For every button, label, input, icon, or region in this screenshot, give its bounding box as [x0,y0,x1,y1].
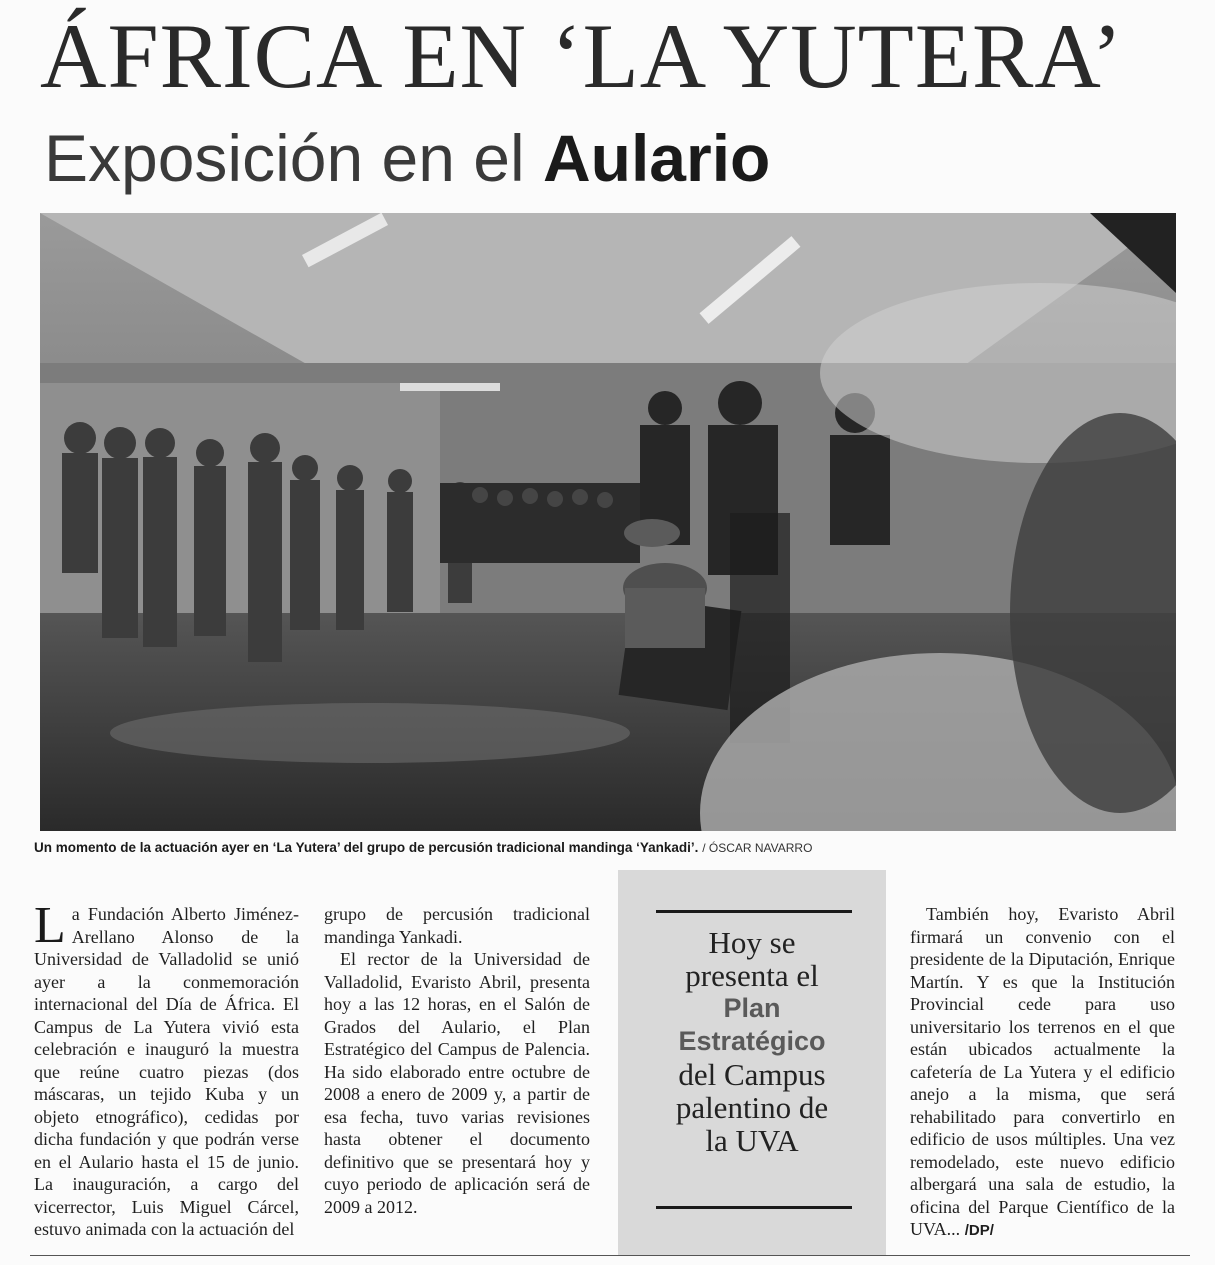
sidebar-line-4: palentino de [675,1090,829,1125]
sidebar-line-1: Hoy se [708,925,796,960]
sidebar-line-2: presenta el [685,958,819,993]
photo-illustration [40,213,1176,831]
column-2-paragraph-1: grupo de percusión tradicional mandinga Yankadi. [324,904,590,947]
photo-caption [34,840,1184,855]
subheadline-light: Exposición en el [44,121,525,195]
author-signature: /DP/ [964,1222,994,1239]
column-2-paragraph-2: El rector de la Universidad de Valladolid, Evaristo Abril, presenta hoy a las 12 horas, en el Salón de Grados del Aulario, el Plan Estratégico del Campus de Palencia. Ha sido elaborado entre octubre de 2008 a enero de 2009 y, a partir de esa fecha, tuvo varias revisiones hasta obtener el documento definitivo que se presentará hoy y cuyo periodo de aplicación será de 2009 a 2012. [324,949,590,1217]
sidebar-rule-top [656,910,852,913]
bottom-rule [30,1255,1190,1256]
subheadline-bold: Aulario [542,121,771,195]
body-column-4 [910,903,1175,1243]
sidebar-strong-2: Estratégico [678,1026,826,1056]
sidebar-strong-1: Plan [723,993,781,1023]
sidebar-rule-bottom [656,1206,852,1209]
caption-text: Un momento de la actuación ayer en ‘La Yutera’ del grupo de percusión tradicional mandinga ‘Yankadi’. [34,840,699,855]
column-1-text: a Fundación Alberto Jiménez-Arellano Alonso de la Universidad de Valladolid se unió ayer a la conmemoración internacional del Día de África. El Campus de La Yutera vivió esta celebración e inauguró la muestra que reúne cuatro piezas (dos máscaras, un tejido Kuba y un objeto etnográfico), cedidas por dicha fundación y que podrán verse en el Aulario hasta el 15 de junio. La inauguración, a cargo del vicerrector, Luis Miguel Cárcel, estuvo animada con la actuación del [34,904,299,1239]
sidebar-line-3: del Campus [678,1057,826,1092]
column-4-text: También hoy, Evaristo Abril firmará un convenio con el presidente de la Diputación, Enrique Martín. Y es que la Institución Provincial cede para uso universitario los terrenos en el que están ubicados actualmente la cafetería de La Yutera y el edificio anejo a la misma, que será rehabilitado para convertirlo en edificio de usos múltiples. Una vez remodelado, este nuevo edificio albergará una sala de estudio, la oficina del Parque Científico de la UVA... [910,904,1175,1239]
sidebar-box [618,870,886,1255]
headline: ÁFRICA EN ‘LA YUTERA’ [40,5,1124,107]
article-photo [40,213,1176,831]
sidebar-line-5: la UVA [705,1123,799,1158]
sidebar-text [628,926,876,1157]
photo-credit: / ÓSCAR NAVARRO [702,841,813,855]
body-column-1 [34,897,299,1241]
body-column-2 [324,903,590,1218]
subheadline [44,118,1044,198]
drop-cap: L [34,897,66,954]
